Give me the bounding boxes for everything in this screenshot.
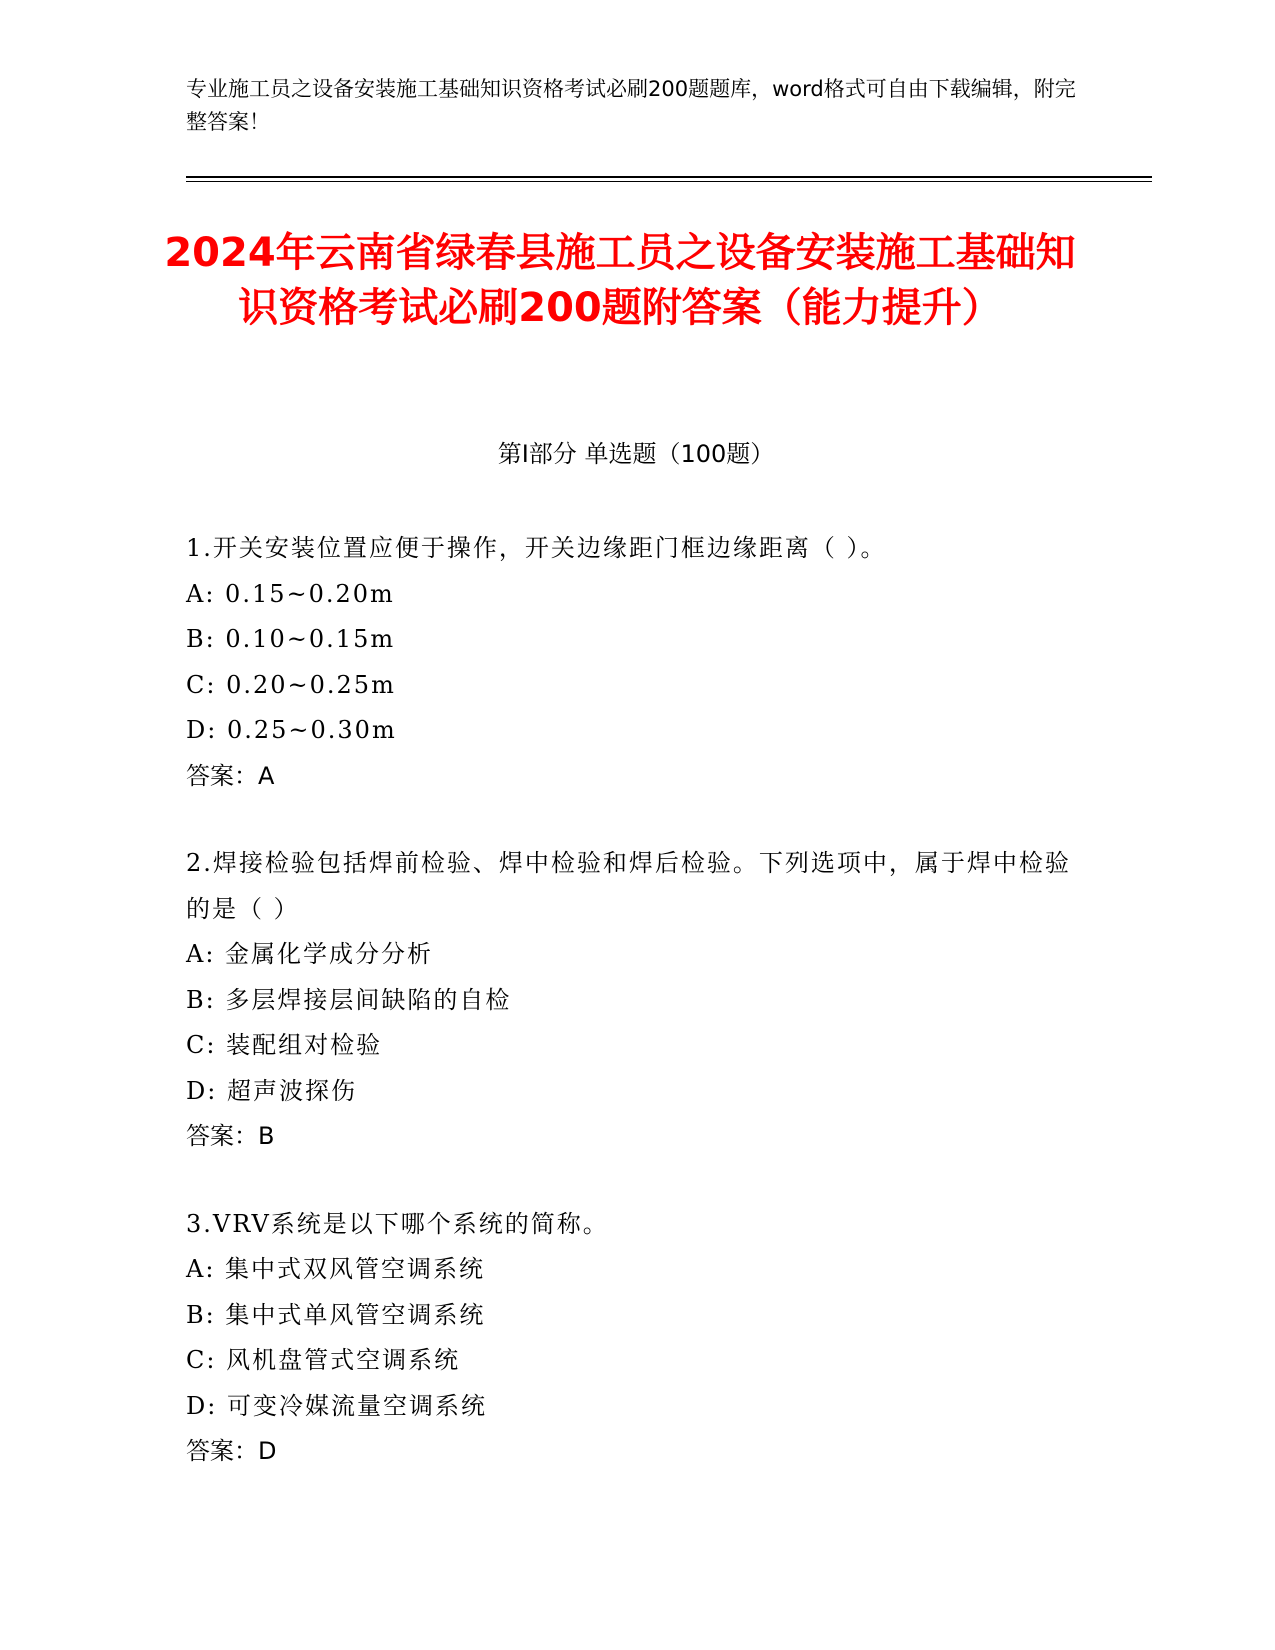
option-a: A: 金属化学成分分析 — [186, 940, 434, 968]
option-a: A: 集中式双风管空调系统 — [186, 1255, 486, 1283]
option-c: C: 风机盘管式空调系统 — [186, 1346, 461, 1374]
question-stem: 3.VRV系统是以下哪个系统的简称。 — [186, 1209, 609, 1238]
section-heading: 第Ⅰ部分 单选题（100题） — [497, 440, 775, 468]
option-b: B: 0.10~0.15m — [186, 625, 396, 653]
question-list — [186, 526, 1086, 1517]
option-d: D: 可变冷媒流量空调系统 — [186, 1391, 487, 1420]
header-rule-thin — [186, 181, 1152, 182]
question-stem: 1.开关安装位置应便于操作，开关边缘距门框边缘距离（ ）。 — [186, 534, 887, 562]
header-note: 专业施工员之设备安装施工基础知识资格考试必刷200题题库，word格式可自由下载编辑，附完整答案！ — [186, 77, 1076, 134]
answer: 答案：D — [186, 1437, 277, 1465]
question-2 — [186, 841, 1086, 1160]
option-b: B: 集中式单风管空调系统 — [186, 1300, 486, 1329]
option-a: A: 0.15~0.20m — [186, 579, 395, 608]
option-b: B: 多层焊接层间缺陷的自检 — [186, 985, 512, 1014]
option-d: D: 0.25~0.30m — [186, 716, 397, 744]
option-d: D: 超声波探伤 — [186, 1076, 357, 1105]
question-stem: 2.焊接检验包括焊前检验、焊中检验和焊后检验。下列选项中，属于焊中检验的是（ ） — [186, 849, 1071, 923]
question-3 — [186, 1202, 1086, 1475]
option-c: C: 0.20~0.25m — [186, 670, 396, 699]
answer: 答案：A — [186, 761, 275, 790]
document-title: 2024年云南省绿春县施工员之设备安装施工基础知识资格考试必刷200题附答案（能力提升） — [164, 230, 1076, 331]
option-c: C: 装配组对检验 — [186, 1031, 383, 1059]
header-rule-thick — [186, 176, 1152, 178]
answer: 答案：B — [186, 1122, 275, 1150]
question-1 — [186, 526, 1086, 799]
